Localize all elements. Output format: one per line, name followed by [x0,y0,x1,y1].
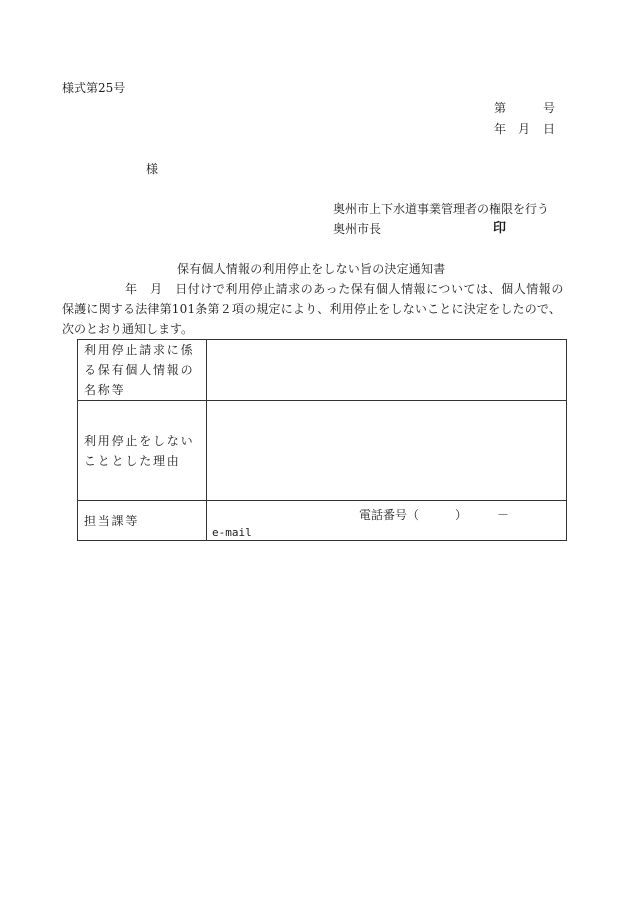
seal-mark: 印 [493,221,507,236]
date-day-label: 日 [543,122,556,136]
phone-number-field: 電話番号（ ） － [359,508,510,522]
table-label-cell: 担当課等 [78,501,207,541]
document-title: 保有個人情報の利用停止をしない旨の決定通知書 [177,262,446,276]
body-text-line-2: 保護に関する法律第101条第２項の規定により、利用停止をしないことに決定をしたので、 [62,302,562,316]
addressee-honorific: 様 [146,162,159,176]
body-text-line-3: 次のとおり通知します。 [62,322,194,336]
document-number-label: 第 [494,101,507,115]
date-month-label: 月 [518,122,531,136]
email-field: e-mail [212,526,252,539]
issuer-name: 奥州市長 [333,222,382,236]
table-row [78,401,567,501]
notice-details-table [77,339,567,541]
table-value-cell [207,401,567,501]
form-number: 様式第25号 [62,81,126,95]
table-label-cell: 利用停止請求に係る保有個人情報の名称等 [78,340,207,401]
date-year-label: 年 [494,122,507,136]
table-row [78,501,567,541]
table-value-cell [207,340,567,401]
issuer-title: 奥州市上下水道事業管理者の権限を行う [333,202,550,216]
contact-info-cell [207,501,567,541]
table-label-cell: 利用停止をしないこととした理由 [78,401,207,501]
body-text-line-1: 年 月 日付けで利用停止請求のあった保有個人情報については、個人情報の [125,282,564,296]
table-row [78,340,567,401]
document-number-suffix: 号 [543,101,556,115]
